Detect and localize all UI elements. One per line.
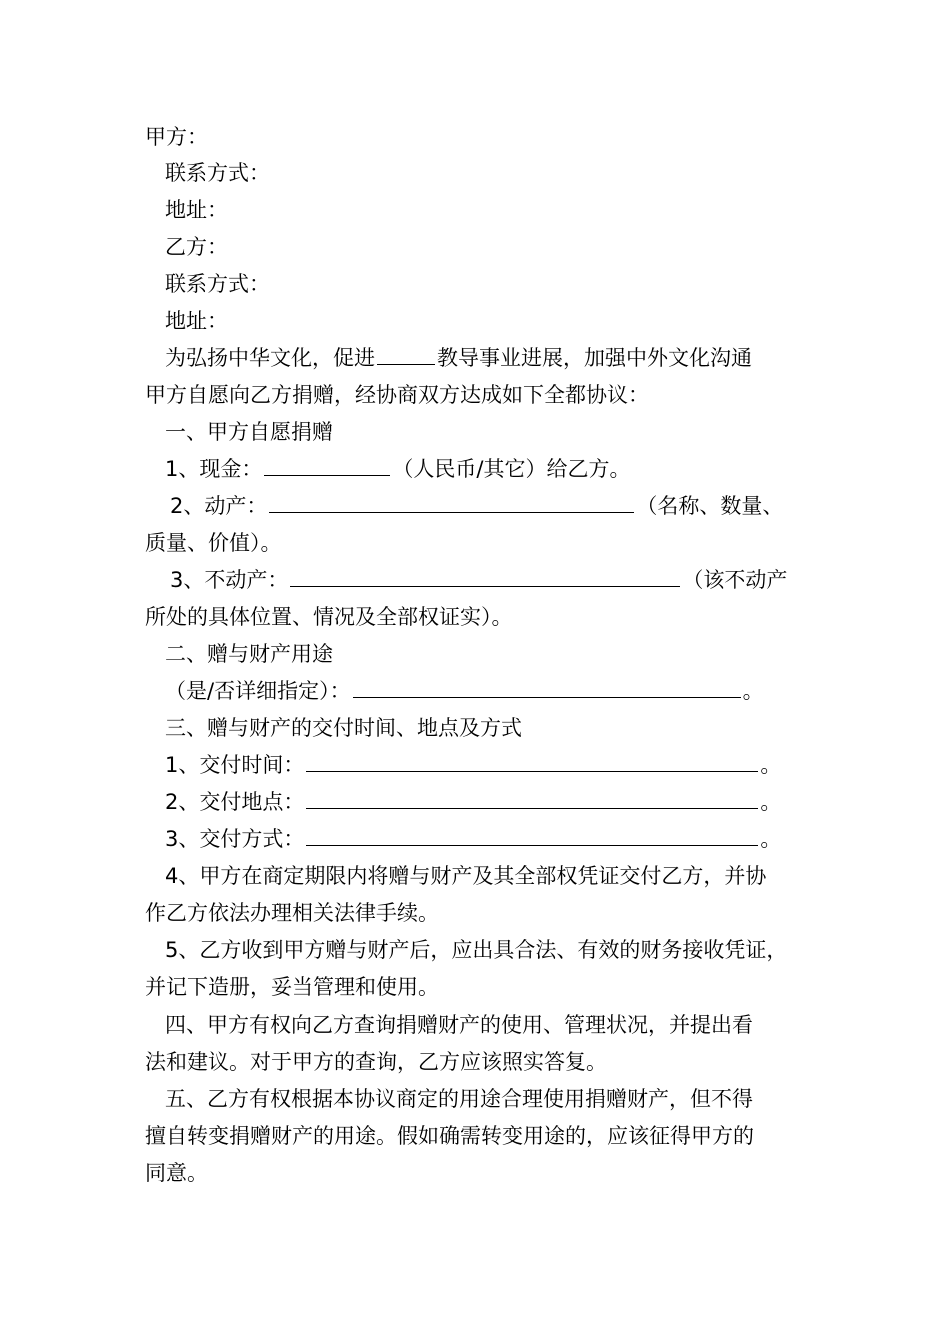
item-4-line-1: 4、甲方在商定期限内将赠与财产及其全部权凭证交付乙方，并协 [165,864,767,888]
delivery-method-line [165,824,835,854]
party-a-address: 地址： [165,198,228,222]
movable-label: 2、动产： [170,494,268,518]
delivery-place-blank [306,788,758,809]
delivery-place-tail: 。 [760,790,782,814]
section-3-title: 三、赠与财产的交付时间、地点及方式 [165,716,522,740]
party-a-contact: 联系方式： [165,161,270,185]
specify-blank [353,677,741,698]
intro-text-b: 教导事业进展，加强中外文化沟通 [437,346,752,370]
section-5-line-1: 五、乙方有权根据本协议商定的用途合理使用捐赠财产，但不得 [165,1087,753,1111]
specify-label: （是/否详细指定）： [165,679,351,703]
delivery-time-line [165,750,835,780]
party-b-label: 乙方： [165,235,228,259]
specify-tail: 。 [742,679,764,703]
cash-line [165,454,835,484]
realestate-label: 3、不动产： [170,568,289,592]
intro-text-a: 为弘扬中华文化，促进 [165,346,375,370]
section-2-title: 二、赠与财产用途 [165,642,333,666]
delivery-time-tail: 。 [760,753,782,777]
party-b-contact: 联系方式： [165,272,270,296]
section-5-line-3: 同意。 [145,1161,208,1185]
realestate-tail: （该不动产 [682,568,788,592]
specify-line [165,676,835,706]
intro-line-2: 甲方自愿向乙方捐赠，经协商双方达成如下全都协议： [145,383,649,407]
cash-blank [264,455,390,476]
movable-cont: 质量、价值）。 [145,531,282,555]
delivery-method-tail: 。 [760,827,782,851]
movable-blank [269,492,634,513]
realestate-cont: 所处的具体位置、情况及全部权证实）。 [145,605,513,629]
delivery-time-blank [306,751,758,772]
realestate-blank [290,566,680,587]
movable-line [170,491,840,521]
item-4-line-2: 作乙方依法办理相关法律手续。 [145,901,439,925]
delivery-method-label: 3、交付方式： [165,827,305,851]
movable-tail: （名称、数量、 [636,494,784,518]
delivery-place-line [165,787,835,817]
item-5-line-2: 并记下造册，妥当管理和使用。 [145,975,439,999]
party-a-label: 甲方： [145,125,208,149]
party-b-address: 地址： [165,309,228,333]
intro-blank [377,344,435,365]
item-5-line-1: 5、乙方收到甲方赠与财产后，应出具合法、有效的财务接收凭证， [165,938,788,962]
section-5-line-2: 擅自转变捐赠财产的用途。假如确需转变用途的，应该征得甲方的 [145,1124,754,1148]
delivery-time-label: 1、交付时间： [165,753,305,777]
intro-line-1 [165,343,835,373]
delivery-place-label: 2、交付地点： [165,790,305,814]
realestate-line [170,565,840,595]
cash-label: 1、现金： [165,457,263,481]
cash-tail: （人民币/其它）给乙方。 [392,457,631,481]
section-4-line-2: 法和建议。对于甲方的查询，乙方应该照实答复。 [145,1050,607,1074]
delivery-method-blank [306,825,758,846]
section-4-line-1: 四、甲方有权向乙方查询捐赠财产的使用、管理状况，并提出看 [165,1013,753,1037]
section-1-title: 一、甲方自愿捐赠 [165,420,333,444]
